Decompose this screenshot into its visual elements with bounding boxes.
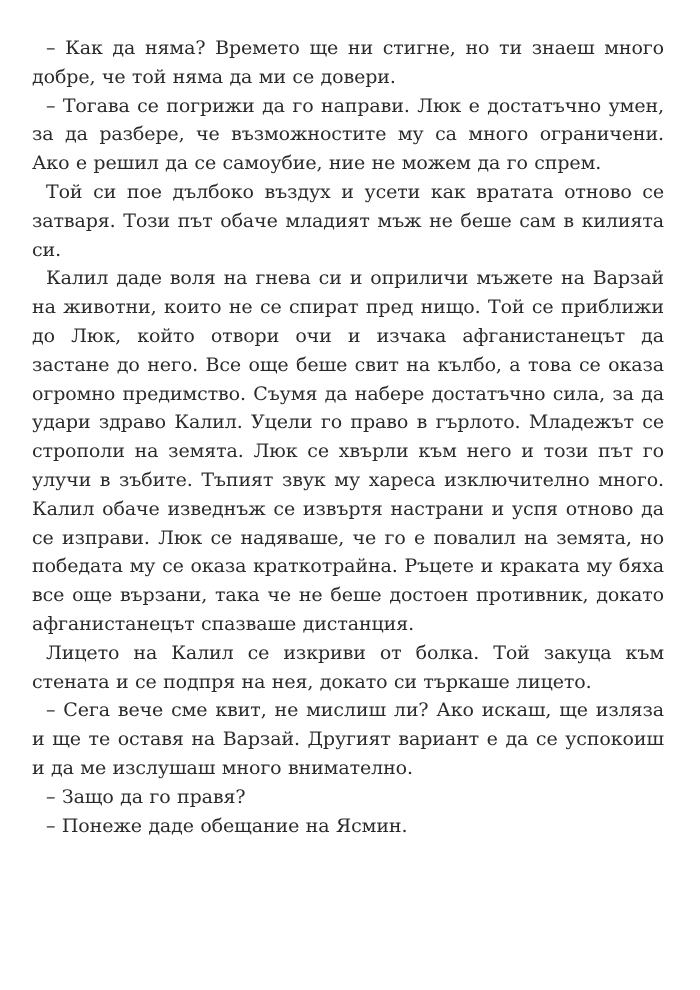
paragraph-1: – Как да няма? Времето ще ни стигне, но ти знаеш много добре, че той няма да ми се довери. [32,37,664,88]
paragraph-7: – Защо да го правя? [46,785,246,808]
paragraph-4: Калил даде воля на гнева си и оприличи мъжете на Варзай на животни, които не се спират пред нищо. Той се приближи до Люк, който отвори очи и изчака афганистанецът да застане до него. Все още беше свит на кълбо, а това се оказа огромно предимство. Съумя да набере достатъчно сила, за да удари здраво Калил. Уцели го право в гърлото. Младежът се строполи на земята. Люк се хвърли към него и този път го улучи в зъбите. Тъпият звук му хареса изключително много. Калил обаче изведнъж се извъртя настрани и успя отново да се изправи. Люк се надяваше, че го е повалил на земята, но победата му се оказа краткотрайна. Ръцете и краката му бяха все още вързани, така че не беше достоен противник, докато афганистанецът спазваше дистанция. [32,267,664,635]
paragraph-6: – Сега вече сме квит, не мислиш ли? Ако искаш, ще изляза и ще те оставя на Варзай. Другият вариант е да се успокоиш и да ме изслушаш много внимателно. [32,699,664,779]
page-text [32,34,664,840]
paragraph-2: – Тогава се погрижи да го направи. Люк е достатъчно умен, за да разбере, че възможностите му са много ограничени. Ако е решил да се самоубие, ние не можем да го спрем. [32,94,664,175]
paragraph-3: Той си пое дълбоко въздух и усети как вратата отново се затваря. Този път обаче младият мъж не беше сам в килията си. [32,180,664,261]
paragraph-8: – Понеже даде обещание на Ясмин. [46,814,408,837]
paragraph-5: Лицето на Калил се изкриви от болка. Той закуца към стената и се подпря на нея, докато си търкаше лицето. [32,641,664,693]
